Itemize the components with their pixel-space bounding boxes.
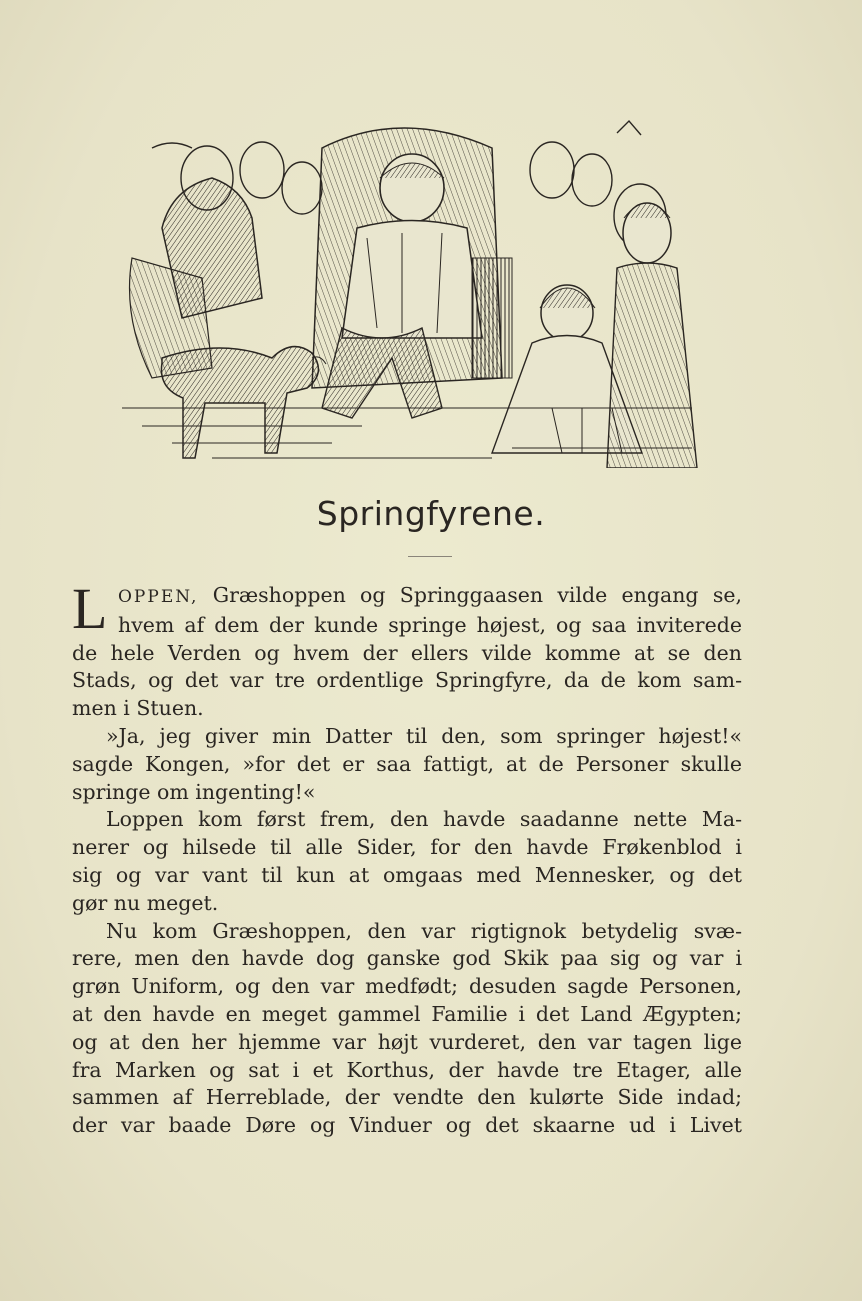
text-line: springe om ingenting!« <box>72 779 316 804</box>
right-man <box>607 203 697 468</box>
small-caps-word: OPPEN, <box>118 587 199 607</box>
text-line: »Ja, jeg giver min Datter til den, som springer højest!« <box>106 723 742 748</box>
text-line: hvem af dem der kunde springe højest, og saa inviterede <box>118 612 742 637</box>
text-line: rere, men den havde dog ganske god Skik paa sig og var i <box>72 946 742 971</box>
text-line: men i Stuen. <box>72 696 204 721</box>
text-line <box>72 582 742 612</box>
text-line: at den havde en meget gammel Familie i det Land Ægypten; <box>72 1001 742 1026</box>
text-line: sagde Kongen, »for det er saa fattigt, at de Personer skulle <box>72 751 742 776</box>
seated-king <box>312 128 512 418</box>
paragraph-3 <box>72 806 742 917</box>
text-line: Stads, og det var tre ordentlige Springfyre, da de kom sam- <box>72 668 742 693</box>
left-figure <box>130 178 263 378</box>
text-line: nerer og hilsede til alle Sider, for den havde Frøkenblod i <box>72 835 742 860</box>
title-divider <box>408 556 452 557</box>
engraving-illustration <box>112 108 702 468</box>
drop-cap: L <box>72 576 108 641</box>
paragraph-4 <box>72 918 742 1140</box>
paragraph-2 <box>72 723 742 806</box>
chapter-title: Springfyrene. <box>316 494 546 533</box>
text-line: og at den her hjemme var højt vurderet, den var tagen lige <box>72 1029 742 1054</box>
text-line: fra Marken og sat i et Korthus, der havde tre Etager, alle <box>72 1057 742 1082</box>
dog <box>161 347 326 458</box>
paragraph-1 <box>72 576 742 723</box>
text-line: grøn Uniform, og den var medfødt; desuden sagde Personen, <box>72 974 742 999</box>
body-text <box>72 576 742 1140</box>
text-line: sig og var vant til kun at omgaas med Mennesker, og det <box>72 862 742 887</box>
text-line: sammen af Herreblade, der vendte den kulørte Side indad; <box>72 1085 742 1110</box>
text-line: de hele Verden og hvem der ellers vilde komme at se den <box>72 640 742 665</box>
text-line: der var baade Døre og Vinduer og det skaarne ud i Livet <box>72 1113 742 1138</box>
text-line: Loppen kom først frem, den havde saadanne nette Ma- <box>106 807 742 832</box>
text-line: gør nu meget. <box>72 890 219 915</box>
text-line: Nu kom Græshoppen, den var rigtignok betydelig svæ- <box>106 918 742 943</box>
text-fragment: Græshoppen og Springgaasen vilde engang se, <box>212 583 742 607</box>
